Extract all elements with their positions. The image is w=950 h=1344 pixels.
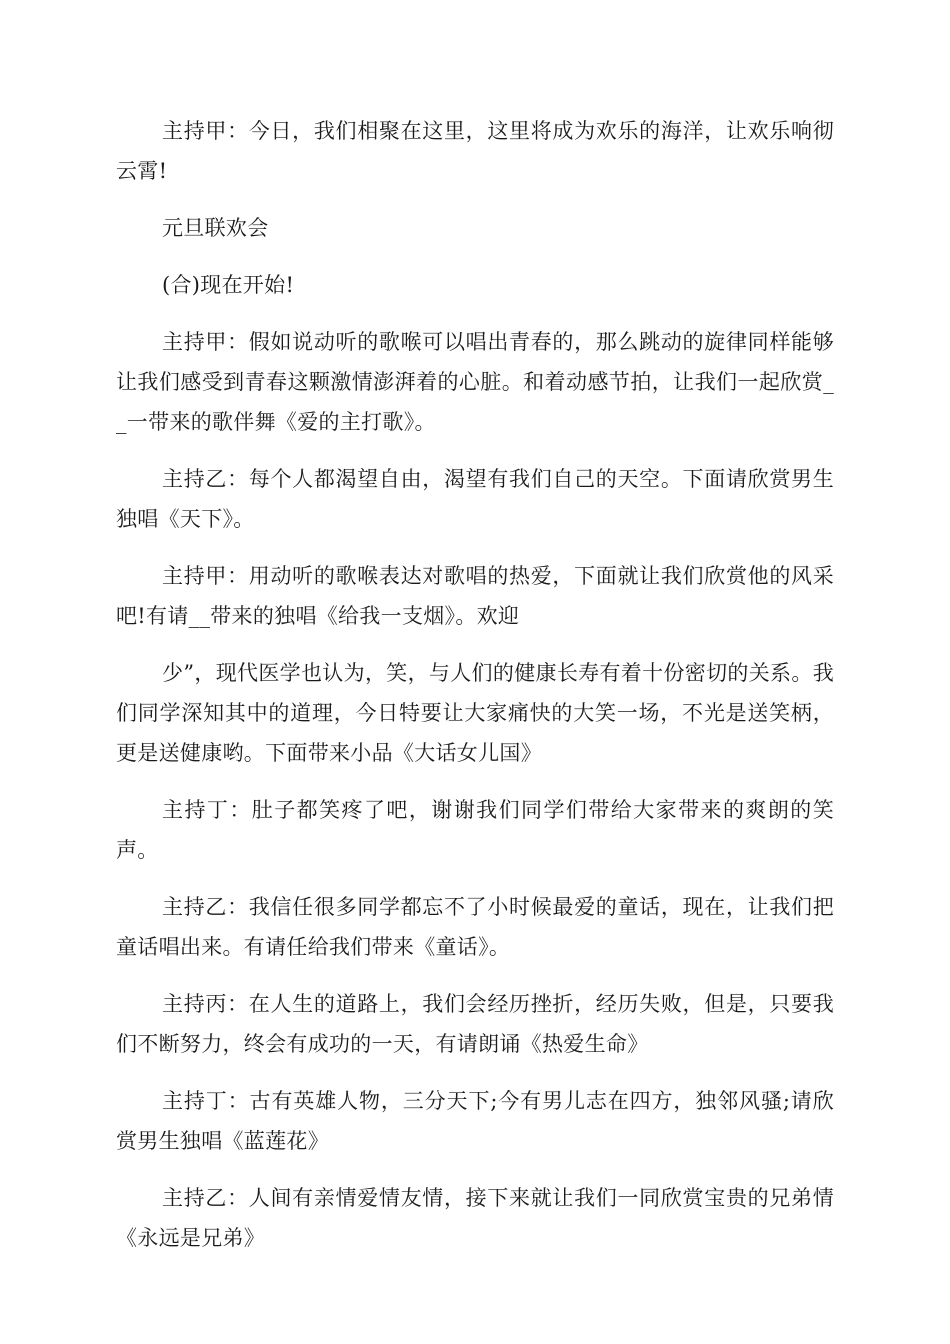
paragraph-10: 主持丙：在人生的道路上，我们会经历挫折，经历失败，但是，只要我们不断努力，终会有成功的一天，有请朗诵《热爱生命》 bbox=[116, 992, 834, 1056]
paragraph-2: 元旦联欢会 bbox=[162, 216, 269, 240]
paragraph-5: 主持乙：每个人都渴望自由，渴望有我们自己的天空。下面请欣赏男生独唱《天下》。 bbox=[116, 467, 834, 531]
paragraph-8: 主持丁：肚子都笑疼了吧，谢谢我们同学们带给大家带来的爽朗的笑声。 bbox=[116, 798, 834, 862]
paragraph-11: 主持丁：古有英雄人物，三分天下;今有男儿志在四方，独邻风骚;请欣赏男生独唱《蓝莲花》 bbox=[116, 1089, 834, 1153]
paragraph-6: 主持甲：用动听的歌喉表达对歌唱的热爱，下面就让我们欣赏他的风采吧!有请__带来的独唱《给我一支烟》。欢迎 bbox=[116, 564, 834, 628]
paragraph-3: (合)现在开始! bbox=[162, 273, 295, 297]
paragraph-4: 主持甲：假如说动听的歌喉可以唱出青春的，那么跳动的旋律同样能够让我们感受到青春这颗激情澎湃着的心脏。和着动感节拍，让我们一起欣赏__一带来的歌伴舞《爱的主打歌》。 bbox=[116, 330, 834, 434]
document-body bbox=[116, 111, 834, 1275]
paragraph-12: 主持乙：人间有亲情爱情友情，接下来就让我们一同欣赏宝贵的兄弟情《永远是兄弟》 bbox=[116, 1186, 834, 1250]
paragraph-1: 主持甲：今日，我们相聚在这里，这里将成为欢乐的海洋，让欢乐响彻云霄! bbox=[116, 119, 834, 183]
paragraph-7: 少”，现代医学也认为，笑，与人们的健康长寿有着十份密切的关系。我们同学深知其中的道理，今日特要让大家痛快的大笑一场，不光是送笑柄，更是送健康哟。下面带来小品《大话女儿国》 bbox=[116, 661, 834, 765]
paragraph-9: 主持乙：我信任很多同学都忘不了小时候最爱的童话，现在，让我们把童话唱出来。有请任给我们带来《童话》。 bbox=[116, 895, 834, 959]
